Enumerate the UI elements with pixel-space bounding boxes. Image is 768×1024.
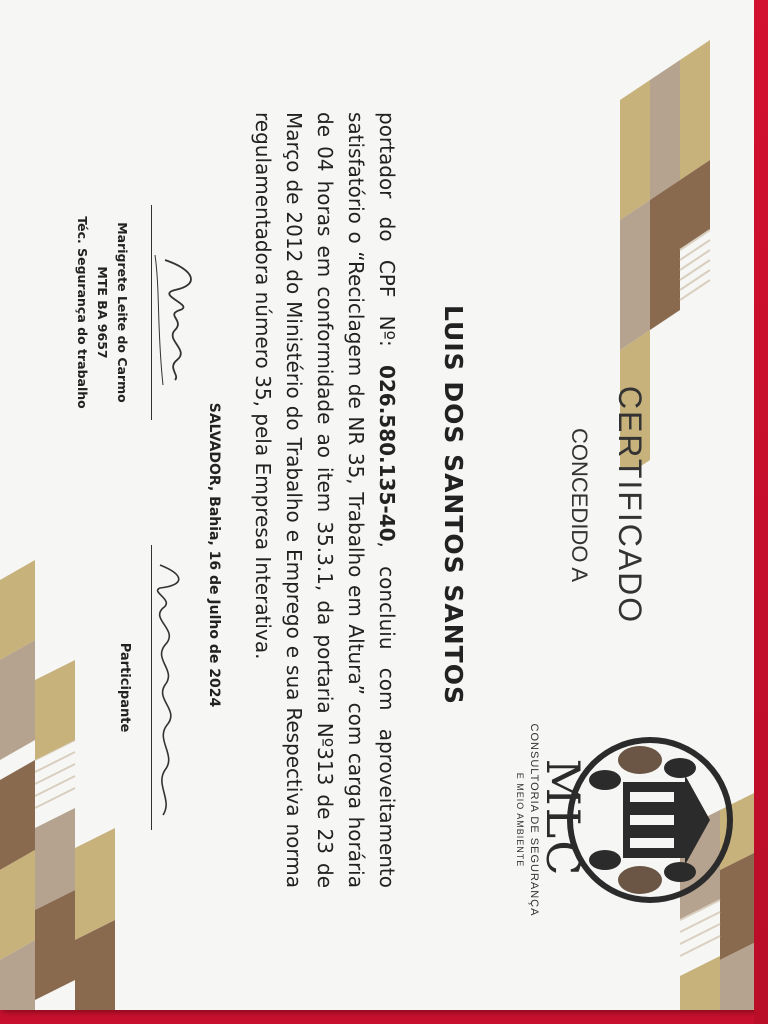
instructor-registration: MTE BA 9657 — [95, 266, 110, 359]
participant-signature-line — [151, 545, 152, 830]
participant-signature-icon — [145, 560, 195, 820]
body-rest: , concluiu com aproveitamento satisfatório o “Reciclagem de NR 35, Trabalho em Altura” com carga horária de 04 horas em conformidade ao item 35.3.1, da portaria Nº313 de 23 de Março de 2012 do Ministério do Trabalho e Emprego e sua Respectiva norma regulamentadora número 35, pela Empresa Interativa. — [251, 112, 399, 888]
body-prefix: portador do CPF Nº: — [375, 112, 399, 365]
instructor-signature-line — [151, 205, 152, 420]
certificate-body — [247, 112, 402, 888]
instructor-signature-icon — [145, 250, 215, 390]
logo-subtitle-line2: E MEIO AMBIENTE — [515, 772, 525, 868]
certificate-title: CERTIFICADO — [612, 385, 648, 625]
background-edge — [754, 0, 768, 1024]
instructor-role: Téc. Segurança do trabalho — [75, 216, 90, 409]
cpf-number: 026.580.135-40 — [375, 364, 399, 542]
participant-role: Participante — [117, 642, 132, 733]
logo-brand: MLC — [536, 758, 590, 878]
recipient-name: LUIS DOS SANTOS SANTOS — [439, 305, 468, 705]
instructor-name: Marigrete Leite do Carmo — [115, 222, 130, 403]
logo-subtitle-line1: CONSULTORIA DE SEGURANÇA — [528, 723, 540, 917]
granted-to-label: CONCEDIDO A — [567, 427, 592, 583]
place-date: SALVADOR, Bahia, 16 de Julho de 2024 — [206, 402, 222, 708]
